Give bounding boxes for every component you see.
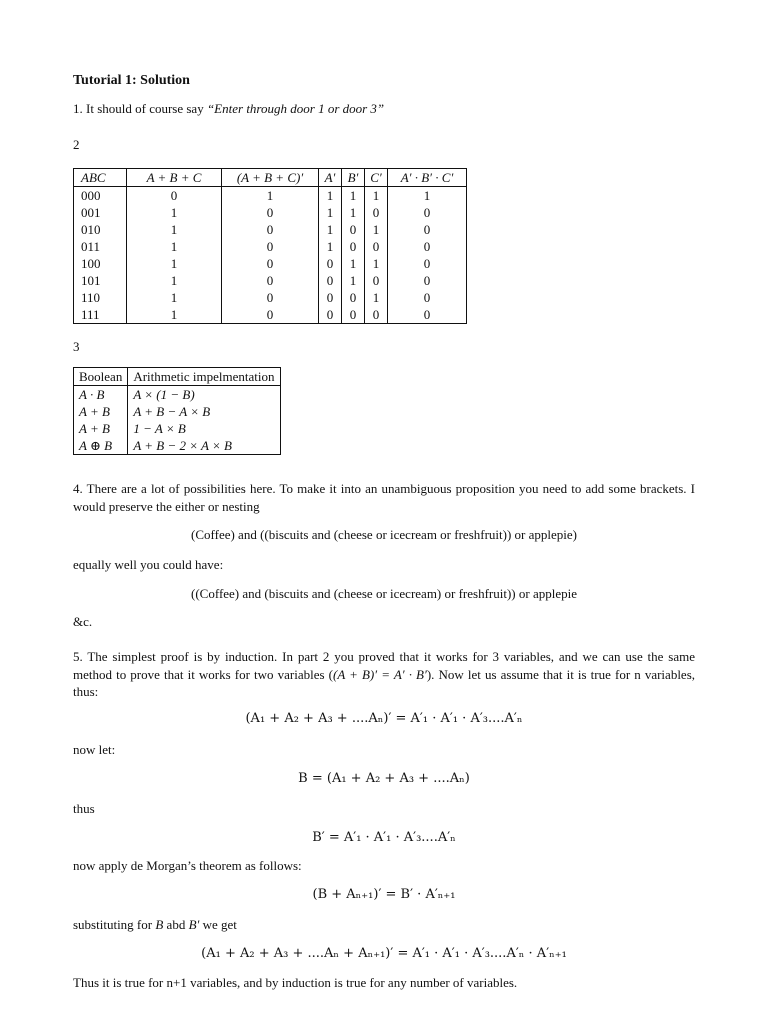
table-cell: A + B − 2 × A × B <box>128 437 280 455</box>
answer-4-option-1: (Coffee) and ((biscuits and (cheese or icecream or freshfruit)) or applepie) <box>191 527 577 542</box>
table-cell: 1 <box>319 187 342 205</box>
answer-5-intro-a: 5. The simplest proof is by induction. In part 2 you proved that it works for 3 variables, and we can use the same method to prove that it works for two variables ( <box>73 649 695 682</box>
table-cell: 1 <box>365 255 388 272</box>
answer-4-mid: equally well you could have: <box>73 557 224 572</box>
apply-text: now apply de Morgan’s theorem as follows: <box>73 858 302 873</box>
table-row <box>74 403 281 420</box>
arithmetic-table <box>73 367 281 455</box>
header-not-a: A′ <box>319 169 342 187</box>
table-cell: 1 <box>127 272 222 289</box>
table-cell: 010 <box>74 221 127 238</box>
table-cell: A + B − A × B <box>128 403 280 420</box>
table-cell: 000 <box>74 187 127 205</box>
answer-4-option-2: ((Coffee) and (biscuits and (cheese or icecream) or freshfruit)) or applepie <box>191 586 577 601</box>
answer-1-quote: “Enter through door 1 or door 3” <box>206 101 385 116</box>
table-cell: 0 <box>388 204 467 221</box>
equation-4: (B + Aₙ₊₁)′ = B′ · A′ₙ₊₁ <box>312 887 456 902</box>
table-cell: 1 <box>127 204 222 221</box>
thus-text: thus <box>73 801 95 816</box>
table-row <box>74 386 281 404</box>
table-cell: 0 <box>342 306 365 324</box>
table-cell: 101 <box>74 272 127 289</box>
answer-1-text: 1. It should of course say <box>73 101 207 116</box>
table-cell: 1 <box>319 238 342 255</box>
table-cell: 0 <box>222 255 319 272</box>
conclusion-text: Thus it is true for n+1 variables, and by induction is true for any number of variables. <box>73 975 518 990</box>
table-cell: 0 <box>365 272 388 289</box>
table-cell: 0 <box>222 221 319 238</box>
table-cell: 0 <box>388 221 467 238</box>
table-cell: 0 <box>388 289 467 306</box>
answer-2-number: 2 <box>73 137 80 152</box>
table-cell: 0 <box>388 272 467 289</box>
table-cell: 0 <box>342 221 365 238</box>
table-cell: 0 <box>319 255 342 272</box>
answer-1 <box>73 100 384 118</box>
table-row <box>74 306 467 324</box>
table-cell: 0 <box>222 272 319 289</box>
table-cell: 1 <box>127 255 222 272</box>
table-cell: 0 <box>342 289 365 306</box>
substitute-text-d: B′ <box>188 917 200 932</box>
substitute-text-a: substituting for <box>73 917 156 932</box>
substitute-text <box>73 916 237 934</box>
answer-5-intro <box>73 648 695 701</box>
table-cell: 1 <box>342 255 365 272</box>
table-cell: 1 <box>222 187 319 205</box>
table-cell: A + B <box>74 403 128 420</box>
header-or: A + B + C <box>127 169 222 187</box>
truth-table <box>73 168 467 324</box>
table-cell: 0 <box>319 289 342 306</box>
header-nor: (A + B + C)′ <box>222 169 319 187</box>
table-cell: 1 <box>127 221 222 238</box>
table-cell: 1 <box>365 221 388 238</box>
table-cell: 110 <box>74 289 127 306</box>
table-cell: 0 <box>388 306 467 324</box>
table-cell: A ⊕ B <box>74 437 128 455</box>
table-cell: 1 <box>127 306 222 324</box>
table-cell: 0 <box>222 306 319 324</box>
table-cell: 011 <box>74 238 127 255</box>
table-cell: 0 <box>222 204 319 221</box>
table-cell: 1 <box>319 221 342 238</box>
table-cell: 0 <box>388 255 467 272</box>
header-and-nots: A′ · B′ · C′ <box>388 169 467 187</box>
table-cell: 0 <box>319 272 342 289</box>
table-cell: 1 <box>319 204 342 221</box>
table-cell: 0 <box>365 306 388 324</box>
table-row <box>74 272 467 289</box>
table-cell: A · B <box>74 386 128 404</box>
table-cell: 1 <box>127 289 222 306</box>
table-cell: A × (1 − B) <box>128 386 280 404</box>
table-row <box>74 255 467 272</box>
table-cell: 0 <box>127 187 222 205</box>
table-row <box>74 187 467 205</box>
table-cell: 001 <box>74 204 127 221</box>
equation-5: (A₁ + A₂ + A₃ + ....Aₙ + Aₙ₊₁)′ = A′₁ · A′₁ · A′₃....A′ₙ · A′ₙ₊₁ <box>201 946 567 961</box>
table-cell: 0 <box>319 306 342 324</box>
table-row <box>74 238 467 255</box>
answer-3-number: 3 <box>73 339 80 354</box>
table-cell: 1 <box>365 289 388 306</box>
table-row <box>74 420 281 437</box>
equation-2: B = (A₁ + A₂ + A₃ + ....Aₙ) <box>298 771 470 786</box>
header-abc: ABC <box>74 169 127 187</box>
equation-1: (A₁ + A₂ + A₃ + ....Aₙ)′ = A′₁ · A′₁ · A′₃....A′ₙ <box>245 711 523 726</box>
table-cell: 1 <box>342 272 365 289</box>
table-cell: 1 <box>342 187 365 205</box>
now-let-text: now let: <box>73 742 116 757</box>
header-boolean: Boolean <box>74 368 128 386</box>
equation-3: B′ = A′₁ · A′₁ · A′₃....A′ₙ <box>312 830 456 845</box>
answer-4-intro: 4. There are a lot of possibilities here. To make it into an unambiguous proposition you need to add some brackets. I would preserve the either or nesting <box>73 481 695 514</box>
header-arithmetic: Arithmetic impelmentation <box>128 368 280 386</box>
substitute-text-b: B <box>155 917 164 932</box>
table-cell: 111 <box>74 306 127 324</box>
truth-table-header <box>74 169 467 187</box>
header-not-c: C′ <box>365 169 388 187</box>
substitute-text-e: we get <box>199 917 237 932</box>
table-row <box>74 437 281 455</box>
table-cell: 1 <box>388 187 467 205</box>
table-cell: 100 <box>74 255 127 272</box>
table-cell: 1 <box>342 204 365 221</box>
table-cell: 1 <box>365 187 388 205</box>
table-cell: 1 − A × B <box>128 420 280 437</box>
table-cell: 0 <box>365 238 388 255</box>
page-title: Tutorial 1: Solution <box>73 73 190 88</box>
table-cell: 0 <box>342 238 365 255</box>
answer-5-intro-b: ). Now let us assume that it is true for n variables, thus: <box>73 666 696 700</box>
table-cell: 0 <box>388 238 467 255</box>
answer-5-intro-math: (A + B)′ = A′ · B′ <box>332 666 427 682</box>
header-not-b: B′ <box>342 169 365 187</box>
substitute-text-c: abd <box>163 917 189 932</box>
table-row <box>74 221 467 238</box>
answer-4-etc: &c. <box>73 614 93 629</box>
arithmetic-table-header <box>74 368 281 386</box>
table-row <box>74 204 467 221</box>
table-cell: 1 <box>127 238 222 255</box>
table-cell: 0 <box>222 238 319 255</box>
table-row <box>74 289 467 306</box>
table-cell: A + B <box>74 420 128 437</box>
table-cell: 0 <box>222 289 319 306</box>
table-cell: 0 <box>365 204 388 221</box>
